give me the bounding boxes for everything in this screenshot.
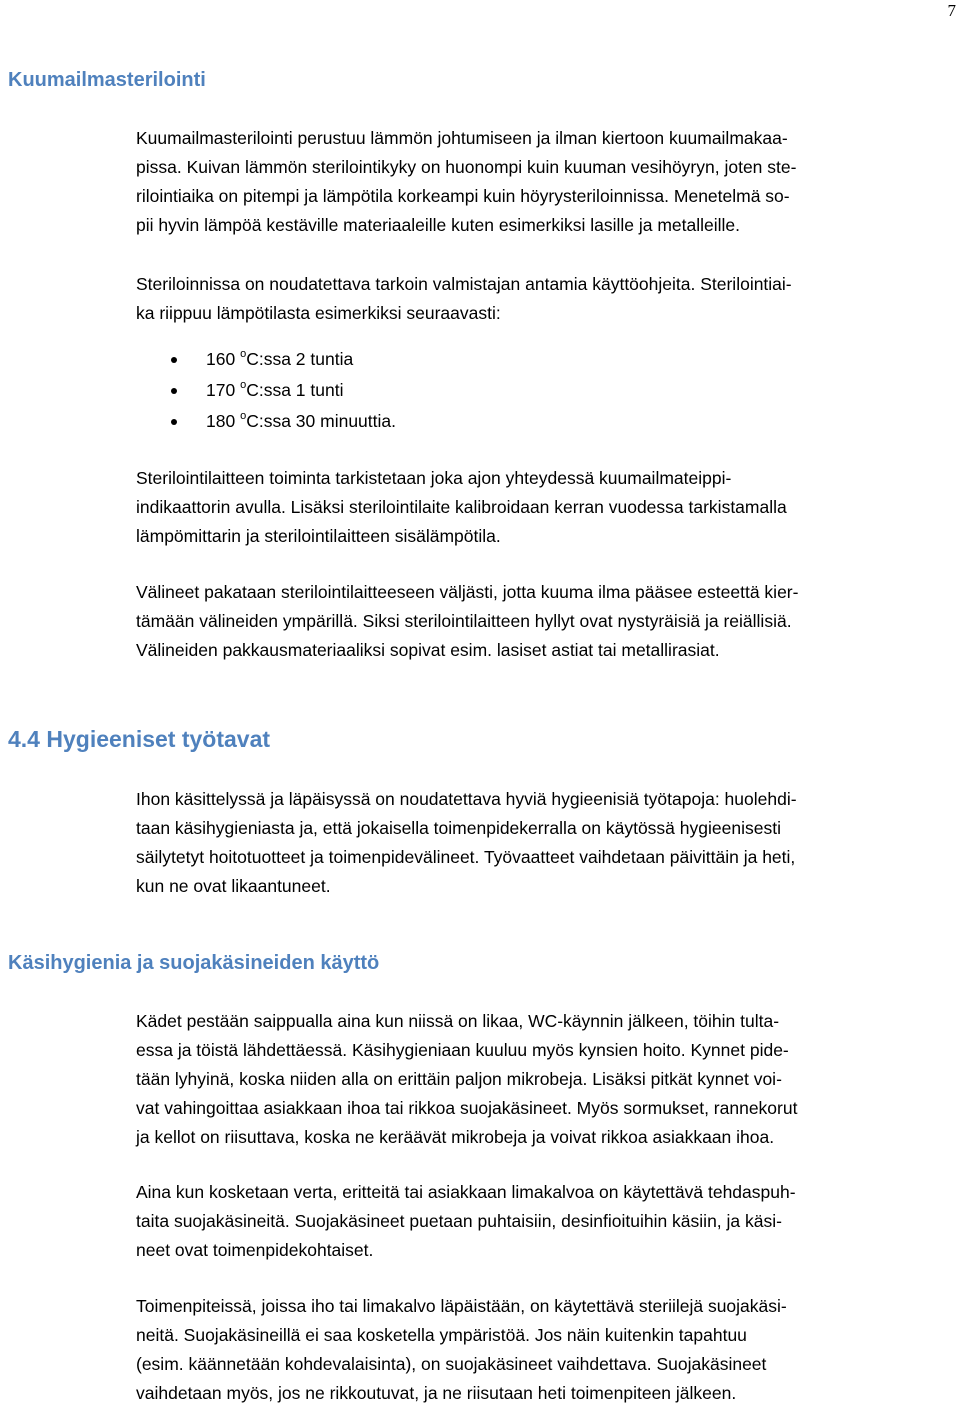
- paragraph-hygiene: [136, 785, 954, 901]
- paragraph-hot-air-check: [136, 464, 954, 551]
- temperature-value: 160: [206, 349, 236, 369]
- temperature-list: [136, 344, 396, 437]
- text-line: ka riippuu lämpötilasta esimerkiksi seuraavasti:: [136, 303, 501, 323]
- degree-mark: o: [240, 410, 247, 422]
- text-line: Steriloinnissa on noudatettava tarkoin valmistajan antamia käyttöohjeita. Sterilointiai-: [136, 274, 792, 294]
- duration-text: C:ssa 2 tuntia: [246, 349, 354, 369]
- text-line: neitä. Suojakäsineillä ei saa kosketella ympäristöä. Jos näin kuitenkin tapahtuu: [136, 1325, 747, 1345]
- section-heading-hygiene: 4.4 Hygieeniset työtavat: [8, 726, 271, 752]
- paragraph-gloves-handwash: [136, 1007, 954, 1152]
- text-line: kun ne ovat likaantuneet.: [136, 876, 331, 896]
- bullet-icon: [171, 419, 177, 425]
- section-heading-gloves: Käsihygienia ja suojakäsineiden käyttö: [8, 952, 380, 974]
- text-line: lämpömittarin ja sterilointilaitteen sisälämpötila.: [136, 526, 501, 546]
- paragraph-hot-air-intro: [136, 124, 954, 240]
- text-line: Ihon käsittelyssä ja läpäisyssä on noudatettava hyviä hygieenisiä työtapoja: huolehdi-: [136, 789, 797, 809]
- paragraph-hot-air-packing: [136, 578, 954, 665]
- degree-mark: o: [240, 379, 247, 391]
- text-line: essa ja töistä lähdettäessä. Käsihygieniaan kuuluu myös kynsien hoito. Kynnet pide-: [136, 1040, 789, 1060]
- text-line: tämään välineiden ympärillä. Siksi sterilointilaitteen hyllyt ovat nystyräisiä ja reiällisiä.: [136, 611, 792, 631]
- text-line: taita suojakäsineitä. Suojakäsineet puetaan puhtaisiin, desinfioituihin käsiin, ja käsi-: [136, 1211, 782, 1231]
- page-number: 7: [947, 1, 956, 20]
- temperature-value: 180: [206, 411, 236, 431]
- text-line: pissa. Kuivan lämmön sterilointikyky on huonompi kuin kuuman vesihöyryn, joten ste-: [136, 157, 797, 177]
- text-line: Kädet pestään saippualla aina kun niissä on likaa, WC-käynnin jälkeen, töihin tulta-: [136, 1011, 780, 1031]
- list-item: [136, 344, 396, 375]
- text-line: taan käsihygieniasta ja, että jokaisella toimenpidekerralla on käytössä hygieenisesti: [136, 818, 781, 838]
- text-line: vat vahingoittaa asiakkaan ihoa tai rikkoa suojakäsineet. Myös sormukset, rannekorut: [136, 1098, 798, 1118]
- text-line: Sterilointilaitteen toiminta tarkistetaan joka ajon yhteydessä kuumailmateippi-: [136, 468, 732, 488]
- bullet-icon: [171, 357, 177, 363]
- bullet-icon: [171, 388, 177, 394]
- list-item: [136, 375, 396, 406]
- degree-mark: o: [240, 348, 247, 360]
- list-item: [136, 406, 396, 437]
- text-line: ja kellot on riisuttava, koska ne keräävät mikrobeja ja voivat rikkoa asiakkaan ihoa.: [136, 1127, 775, 1147]
- text-line: Aina kun kosketaan verta, eritteitä tai asiakkaan limakalvoa on käytettävä tehdaspuh-: [136, 1182, 796, 1202]
- text-line: rilointiaika on pitempi ja lämpötila korkeampi kuin höyrysteriloinnissa. Menetelmä so-: [136, 186, 790, 206]
- text-line: pii hyvin lämpöä kestäville materiaaleille kuten esimerkiksi lasille ja metalleille.: [136, 215, 740, 235]
- text-line: Välineet pakataan sterilointilaitteeseen väljästi, jotta kuuma ilma pääsee esteettä kier-: [136, 582, 799, 602]
- text-line: neet ovat toimenpidekohtaiset.: [136, 1240, 374, 1260]
- text-line: (esim. käännetään kohdevalaisinta), on suojakäsineet vaihdettava. Suojakäsineet: [136, 1354, 767, 1374]
- paragraph-gloves-blood: [136, 1178, 954, 1265]
- text-line: säilytetyt hoitotuotteet ja toimenpidevälineet. Työvaatteet vaihdetaan päivittäin ja heti,: [136, 847, 796, 867]
- temperature-value: 170: [206, 380, 236, 400]
- paragraph-hot-air-instructions: [136, 270, 954, 328]
- section-heading-hot-air: Kuumailmasterilointi: [8, 69, 206, 91]
- paragraph-gloves-sterile: [136, 1292, 954, 1408]
- text-line: Kuumailmasterilointi perustuu lämmön johtumiseen ja ilman kiertoon kuumailmakaa-: [136, 128, 788, 148]
- text-line: Välineiden pakkausmateriaaliksi sopivat esim. lasiset astiat tai metallirasiat.: [136, 640, 720, 660]
- text-line: tään lyhyinä, koska niiden alla on erittäin paljon mikrobeja. Lisäksi pitkät kynnet voi-: [136, 1069, 782, 1089]
- text-line: vaihdetaan myös, jos ne rikkoutuvat, ja ne riisutaan heti toimenpiteen jälkeen.: [136, 1383, 737, 1403]
- duration-text: C:ssa 1 tunti: [246, 380, 344, 400]
- duration-text: C:ssa 30 minuuttia.: [246, 411, 396, 431]
- text-line: indikaattorin avulla. Lisäksi sterilointilaite kalibroidaan kerran vuodessa tarkistamalla: [136, 497, 787, 517]
- text-line: Toimenpiteissä, joissa iho tai limakalvo läpäistään, on käytettävä steriilejä suojakäsi-: [136, 1296, 787, 1316]
